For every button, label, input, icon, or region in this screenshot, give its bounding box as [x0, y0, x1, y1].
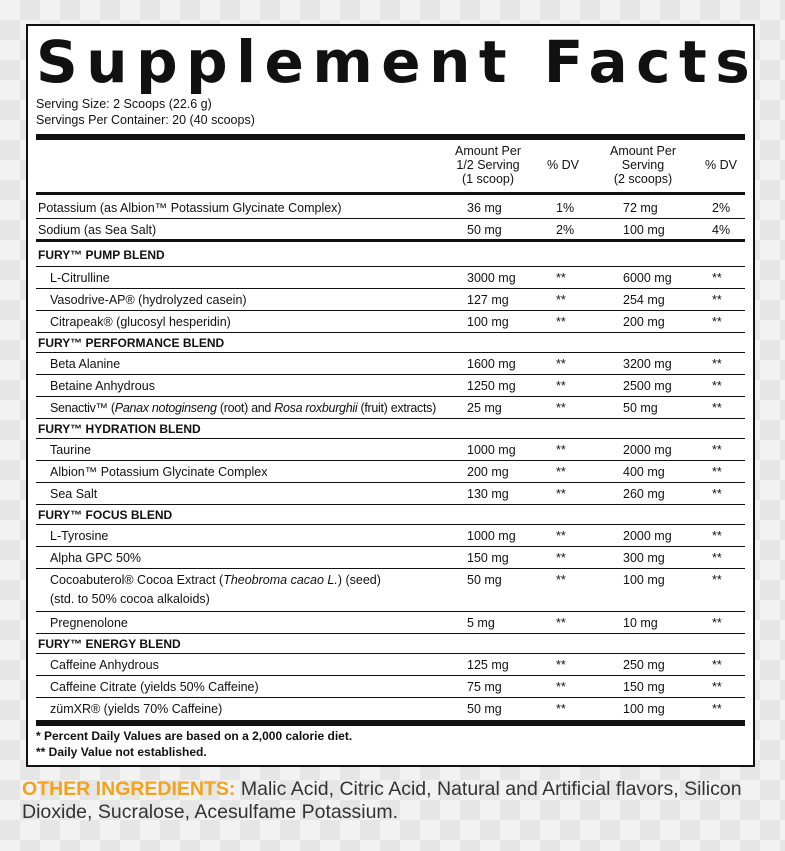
- other-ingredients-label: OTHER INGREDIENTS:: [22, 778, 236, 800]
- table-row: Caffeine Anhydrous 125 mg ** 250 mg **: [36, 654, 745, 676]
- other-ingredients-text: Malic Acid, Citric Acid, Natural and Artificial flavors, Silicon Dioxide, Sucralose, Acesulfame Potassium.: [22, 778, 742, 823]
- table-row: Potassium (as Albion™ Potassium Glycinate Complex) 36 mg 1% 72 mg 2%: [36, 197, 745, 219]
- table-row: Sodium (as Sea Salt) 50 mg 2% 100 mg 4%: [36, 219, 745, 242]
- table-row: Pregnenolone 5 mg ** 10 mg **: [36, 612, 745, 634]
- table-row: Cocoabuterol® Cocoa Extract (Theobroma cacao L.) (seed) (std. to 50% cocoa alkaloids) 50 mg ** 100 mg **: [36, 569, 745, 612]
- blend-header-focus: FURY™ FOCUS BLEND: [36, 505, 745, 525]
- header-dv-2: % DV: [705, 158, 737, 172]
- table-row: Sea Salt 130 mg ** 260 mg **: [36, 483, 745, 505]
- header-dv-1: % DV: [547, 158, 579, 172]
- supplement-facts-panel: [26, 24, 759, 767]
- blend-header-performance: FURY™ PERFORMANCE BLEND: [36, 333, 745, 353]
- table-row: L-Tyrosine 1000 mg ** 2000 mg **: [36, 525, 745, 547]
- table-row: Beta Alanine 1600 mg ** 3200 mg **: [36, 353, 745, 375]
- header-rule: [36, 192, 745, 195]
- table-row: Senactiv™ (Panax notoginseng (root) and Rosa roxburghii (fruit) extracts) 25 mg ** 50 mg **: [36, 397, 745, 419]
- table-row: L-Citrulline 3000 mg ** 6000 mg **: [36, 267, 745, 289]
- table-row: Caffeine Citrate (yields 50% Caffeine) 75 mg ** 150 mg **: [36, 676, 745, 698]
- bottom-rule: [36, 720, 745, 726]
- header-amount-full: Amount Per Serving (2 scoops): [609, 144, 676, 186]
- table-row: Alpha GPC 50% 150 mg ** 300 mg **: [36, 547, 745, 569]
- table-row: Vasodrive-AP® (hydrolyzed casein) 127 mg ** 254 mg **: [36, 289, 745, 311]
- thick-rule: [36, 134, 745, 140]
- footnote-not-established: ** Daily Value not established.: [36, 745, 207, 759]
- blend-header-hydration: FURY™ HYDRATION BLEND: [36, 419, 745, 439]
- other-ingredients: [22, 778, 772, 824]
- table-row: zümXR® (yields 70% Caffeine) 50 mg ** 100 mg **: [50, 702, 722, 716]
- servings-per-container: Servings Per Container: 20 (40 scoops): [36, 113, 255, 127]
- blend-header-pump: FURY™ PUMP BLEND: [36, 242, 745, 267]
- table-row: Taurine 1000 mg ** 2000 mg **: [36, 439, 745, 461]
- table-row: Citrapeak® (glucosyl hesperidin) 100 mg ** 200 mg **: [36, 311, 745, 333]
- table-row: Albion™ Potassium Glycinate Complex 200 mg ** 400 mg **: [36, 461, 745, 483]
- table-row: Betaine Anhydrous 1250 mg ** 2500 mg **: [36, 375, 745, 397]
- header-amount-half: Amount Per 1/2 Serving (1 scoop): [454, 144, 521, 186]
- serving-size: Serving Size: 2 Scoops (22.6 g): [36, 97, 212, 111]
- blend-header-energy: FURY™ ENERGY BLEND: [36, 634, 745, 654]
- footnote-dv: * Percent Daily Values are based on a 2,000 calorie diet.: [36, 729, 353, 743]
- page-title: Supplement Facts: [36, 28, 759, 96]
